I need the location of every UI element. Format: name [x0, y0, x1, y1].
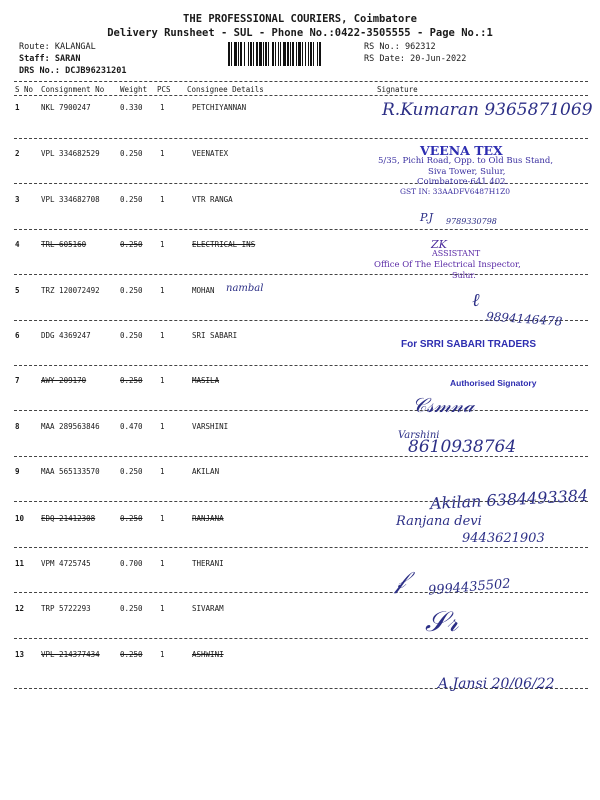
cell-weight: 0.250 [120, 650, 143, 659]
cell-pcs: 1 [160, 376, 165, 385]
cell-consignment: NKL 7900247 [41, 103, 91, 112]
cell-pcs: 1 [160, 650, 165, 659]
cell-pcs: 1 [160, 240, 165, 249]
col-signature: Signature [377, 85, 418, 94]
route-value: KALANGAL [54, 42, 96, 52]
cell-pcs: 1 [160, 604, 165, 613]
cell-consignee: THERANI [192, 559, 224, 568]
staff-value: SARAN [54, 54, 81, 64]
cell-consignee: VTR RANGA [192, 195, 233, 204]
rs-no-field [364, 42, 436, 52]
cell-consignment: EDQ 21412308 [41, 514, 96, 523]
cell-consignee: ELECTRICAL INS [192, 240, 256, 249]
signature-row9: Akilan 6384493384 [429, 485, 589, 514]
cell-weight: 0.250 [120, 240, 143, 249]
veenatex-stamp-line3: Coimbatore-641 402. [417, 177, 509, 187]
cell-consignment: VPM 4725745 [41, 559, 91, 568]
cell-consignee: PETCHIYANNAN [192, 103, 247, 112]
drs-value: DCJB96231201 [65, 66, 127, 76]
rs-date-value: 20-Jun-2022 [410, 54, 467, 64]
veenatex-stamp-name: VEENA TEX [420, 143, 503, 158]
cell-weight: 0.250 [120, 514, 143, 523]
cell-consignee: MASILA [192, 376, 220, 385]
cell-pcs: 1 [160, 103, 165, 112]
rs-date-label: RS Date: [364, 54, 405, 64]
cell-sno: 6 [15, 331, 20, 340]
drs-label: DRS No.: [19, 66, 60, 76]
header-divider-top [14, 81, 588, 82]
signature-row10-name: Ranjana devi [396, 514, 482, 529]
sabari-stamp-for: For SRRI SABARI TRADERS [401, 339, 537, 350]
col-weight: Weight [120, 85, 148, 94]
cell-consignment: VPL 334682529 [41, 149, 100, 158]
cell-sno: 4 [15, 240, 20, 249]
cell-consignee: MOHAN [192, 286, 215, 295]
barcode [228, 42, 356, 66]
signature-row8-number: 8610938764 [408, 437, 517, 457]
signature-row11-mark: 𝒻 [395, 566, 406, 594]
cell-consignment: DDG 4369247 [41, 331, 91, 340]
col-consignee: Consignee Details [187, 85, 264, 94]
cell-consignment: MAA 565133570 [41, 467, 100, 476]
cell-sno: 7 [15, 376, 20, 385]
cell-sno: 10 [15, 514, 25, 523]
electrical-stamp-signature: ZK [431, 238, 447, 251]
company-title: THE PROFESSIONAL COURIERS, Coimbatore [183, 13, 417, 25]
veenatex-stamp-line2: Siva Tower, Sulur, [428, 167, 506, 177]
cell-weight: 0.250 [120, 604, 143, 613]
route-field [19, 42, 96, 52]
rs-no-label: RS No.: [364, 42, 400, 52]
cell-consignee: SIVARAM [192, 604, 224, 613]
cell-consignee: VEENATEX [192, 149, 229, 158]
cell-pcs: 1 [160, 149, 165, 158]
cell-pcs: 1 [160, 559, 165, 568]
cell-pcs: 1 [160, 331, 165, 340]
signature-row11-number: 9994435502 [427, 576, 512, 599]
cell-sno: 2 [15, 149, 20, 158]
rs-date-field [364, 54, 466, 64]
signature-row3: 9789330798 [446, 217, 497, 226]
row-divider [14, 410, 588, 411]
cell-weight: 0.250 [120, 149, 143, 158]
signature-row5-mark: ℓ [472, 290, 480, 311]
cell-sno: 11 [15, 559, 25, 568]
staff-label: Staff: [19, 54, 50, 64]
staff-field [19, 54, 80, 64]
cell-consignment: TRZ 120072492 [41, 286, 100, 295]
signature-row12: 𝒮𝓇 [425, 605, 459, 638]
cell-sno: 13 [15, 650, 25, 659]
cell-pcs: 1 [160, 514, 165, 523]
cell-consignment: VPL 214377434 [41, 650, 100, 659]
veenatex-stamp-line1: 5/35, Pichi Road, Opp. to Old Bus Stand, [378, 156, 554, 166]
signature-row1: R.Kumaran 9365871069 [382, 100, 593, 120]
cell-consignment: TRL 605160 [41, 240, 87, 249]
cell-sno: 8 [15, 422, 20, 431]
electrical-stamp-place: Sulur. [452, 271, 476, 280]
cell-consignment: TRP 5722293 [41, 604, 91, 613]
signature-row5: 9894146478 [485, 309, 563, 329]
col-pcs: PCS [157, 85, 171, 94]
cell-weight: 0.330 [120, 103, 143, 112]
mohan-handwriting: nambal [226, 283, 264, 294]
cell-consignee: RANJANA [192, 514, 224, 523]
drs-field [19, 66, 127, 76]
cell-weight: 0.250 [120, 376, 143, 385]
route-label: Route: [19, 42, 50, 52]
veenatex-stamp-gst: GST IN: 33AADFV6487H1Z0 [400, 187, 511, 196]
cell-pcs: 1 [160, 286, 165, 295]
rs-no-value: 962312 [404, 42, 436, 52]
cell-consignee: VARSHINI [192, 422, 229, 431]
row-divider [14, 274, 588, 275]
cell-weight: 0.470 [120, 422, 143, 431]
electrical-stamp-title: ASSISTANT [432, 249, 481, 258]
cell-weight: 0.250 [120, 331, 143, 340]
sabari-stamp-authorised: Authorised Signatory [450, 378, 537, 388]
cell-sno: 3 [15, 195, 20, 204]
signature-row8-name: Varshini [398, 430, 440, 441]
signature-row7: 𝒞𝓈𝓂𝓃𝒶 [412, 393, 475, 417]
signature-row13: A.Jansi 20/06/22 [438, 676, 555, 692]
runsheet-subtitle: Delivery Runsheet - SUL - Phone No.:0422-3505555 - Page No.:1 [107, 27, 493, 39]
signature-row10-number: 9443621903 [462, 531, 545, 546]
row-divider [14, 365, 588, 366]
cell-consignee: ASHWINI [192, 650, 224, 659]
cell-weight: 0.700 [120, 559, 143, 568]
cell-sno: 9 [15, 467, 20, 476]
cell-sno: 5 [15, 286, 20, 295]
cell-consignee: AKILAN [192, 467, 220, 476]
cell-consignee: SRI SABARI [192, 331, 238, 340]
barcode-bar [321, 42, 322, 66]
col-sno: S No [15, 85, 34, 94]
row-divider [14, 638, 588, 639]
row-divider [14, 547, 588, 548]
cell-weight: 0.250 [120, 286, 143, 295]
cell-pcs: 1 [160, 195, 165, 204]
header-divider-bottom [14, 95, 588, 96]
electrical-stamp-office: Office Of The Electrical Inspector, [374, 260, 521, 270]
cell-consignment: AWY 209170 [41, 376, 87, 385]
col-consignment: Consignment No [41, 85, 105, 94]
row-divider [14, 138, 588, 139]
cell-consignment: VPL 334682708 [41, 195, 100, 204]
cell-weight: 0.250 [120, 195, 143, 204]
cell-sno: 1 [15, 103, 20, 112]
row-divider [14, 229, 588, 230]
cell-pcs: 1 [160, 467, 165, 476]
cell-weight: 0.250 [120, 467, 143, 476]
cell-sno: 12 [15, 604, 25, 613]
cell-consignment: MAA 289563846 [41, 422, 100, 431]
signature-row3-initial: P.J [420, 211, 434, 224]
cell-pcs: 1 [160, 422, 165, 431]
